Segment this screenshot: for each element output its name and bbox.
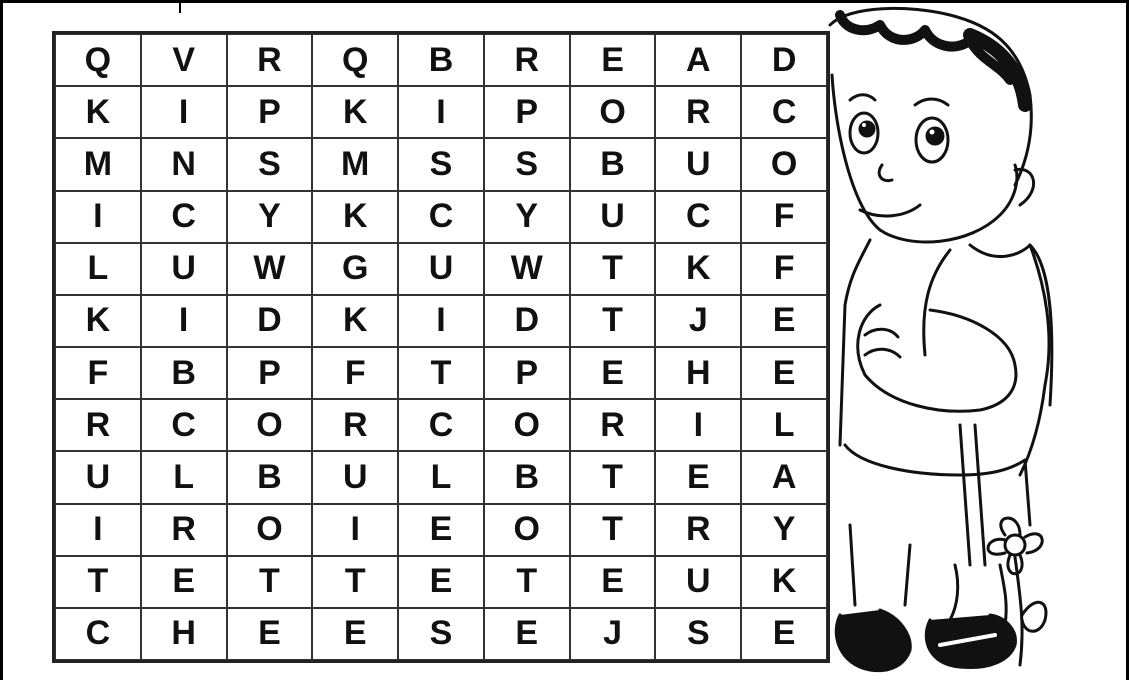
grid-cell[interactable]: A [655,34,741,86]
grid-cell[interactable]: L [741,399,827,451]
grid-cell[interactable]: V [141,34,227,86]
grid-cell[interactable]: T [398,347,484,399]
grid-cell[interactable]: K [55,295,141,347]
grid-cell[interactable]: T [55,556,141,608]
grid-cell[interactable]: O [227,504,313,556]
grid-cell[interactable]: D [227,295,313,347]
grid-cell[interactable]: P [227,347,313,399]
grid-cell[interactable]: O [484,399,570,451]
grid-cell[interactable]: I [55,504,141,556]
grid-cell[interactable]: R [655,86,741,138]
grid-cell[interactable]: R [655,504,741,556]
grid-cell[interactable]: M [312,138,398,190]
grid-cell[interactable]: O [484,504,570,556]
grid-cell[interactable]: T [227,556,313,608]
grid-cell[interactable]: I [312,504,398,556]
grid-cell[interactable]: U [655,138,741,190]
grid-cell[interactable]: K [55,86,141,138]
grid-cell[interactable]: R [55,399,141,451]
grid-cell[interactable]: C [398,399,484,451]
grid-cell[interactable]: E [398,556,484,608]
grid-cell[interactable]: D [484,295,570,347]
grid-cell[interactable]: D [741,34,827,86]
grid-cell[interactable]: U [312,451,398,503]
grid-cell[interactable]: E [741,295,827,347]
grid-cell[interactable]: Y [741,504,827,556]
grid-cell[interactable]: J [570,608,656,660]
grid-cell[interactable]: B [227,451,313,503]
grid-cell[interactable]: F [741,191,827,243]
grid-cell[interactable]: C [141,399,227,451]
grid-cell[interactable]: S [398,608,484,660]
grid-cell[interactable]: R [312,399,398,451]
grid-cell[interactable]: E [312,608,398,660]
word-search-grid [52,31,830,663]
grid-cell[interactable]: C [55,608,141,660]
grid-cell[interactable]: T [570,504,656,556]
grid-cell[interactable]: S [398,138,484,190]
grid-cell[interactable]: E [741,347,827,399]
grid-cell[interactable]: K [312,295,398,347]
grid-cell[interactable]: B [141,347,227,399]
grid-cell[interactable]: K [312,86,398,138]
grid-cell[interactable]: F [55,347,141,399]
grid-cell[interactable]: U [398,243,484,295]
grid-cell[interactable]: I [398,86,484,138]
grid-cell[interactable]: P [227,86,313,138]
grid-cell[interactable]: T [570,295,656,347]
grid-cell[interactable]: E [741,608,827,660]
grid-cell[interactable]: P [484,86,570,138]
grid-cell[interactable]: N [141,138,227,190]
grid-cell[interactable]: T [312,556,398,608]
grid-cell[interactable]: E [570,34,656,86]
grid-cell[interactable]: W [484,243,570,295]
grid-cell[interactable]: U [141,243,227,295]
grid-cell[interactable]: E [398,504,484,556]
grid-cell[interactable]: K [741,556,827,608]
grid-cell[interactable]: O [741,138,827,190]
grid-cell[interactable]: H [141,608,227,660]
grid-cell[interactable]: S [484,138,570,190]
grid-cell[interactable]: U [55,451,141,503]
grid-cell[interactable]: J [655,295,741,347]
grid-cell[interactable]: B [398,34,484,86]
grid-cell[interactable]: F [741,243,827,295]
grid-cell[interactable]: Q [55,34,141,86]
grid-cell[interactable]: C [655,191,741,243]
grid-cell[interactable]: E [655,451,741,503]
grid-cell[interactable]: T [570,243,656,295]
grid-cell[interactable]: R [227,34,313,86]
grid-cell[interactable]: Y [227,191,313,243]
grid-cell[interactable]: Y [484,191,570,243]
grid-cell[interactable]: T [484,556,570,608]
grid-cell[interactable]: R [570,399,656,451]
grid-cell[interactable]: A [741,451,827,503]
grid-cell[interactable]: E [484,608,570,660]
grid-cell[interactable]: L [55,243,141,295]
grid-cell[interactable]: B [570,138,656,190]
grid-cell[interactable]: L [141,451,227,503]
grid-cell[interactable]: T [570,451,656,503]
grid-cell[interactable]: Q [312,34,398,86]
grid-cell[interactable]: M [55,138,141,190]
grid-cell[interactable]: E [227,608,313,660]
grid-cell[interactable]: W [227,243,313,295]
grid-cell[interactable]: I [398,295,484,347]
grid-cell[interactable]: K [655,243,741,295]
grid-cell[interactable]: E [141,556,227,608]
grid-cell[interactable]: C [141,191,227,243]
grid-cell[interactable]: G [312,243,398,295]
grid-cell[interactable]: C [741,86,827,138]
grid-cell[interactable]: H [655,347,741,399]
grid-cell[interactable]: R [141,504,227,556]
grid-cell[interactable]: U [655,556,741,608]
grid-cell[interactable]: F [312,347,398,399]
boy-with-backpack-illustration [820,5,1070,677]
grid-cell[interactable]: U [570,191,656,243]
grid-cell[interactable]: S [655,608,741,660]
grid-cell[interactable]: R [484,34,570,86]
grid-cell[interactable]: K [312,191,398,243]
grid-cell[interactable]: I [141,86,227,138]
grid-cell[interactable]: P [484,347,570,399]
grid-cell[interactable]: O [227,399,313,451]
grid-cell[interactable]: S [227,138,313,190]
grid-cell[interactable]: B [484,451,570,503]
grid-cell[interactable]: I [655,399,741,451]
grid-cell[interactable]: I [55,191,141,243]
top-tick-mark [179,3,181,13]
grid-cell[interactable]: L [398,451,484,503]
grid-cell[interactable]: E [570,556,656,608]
grid-cell[interactable]: E [570,347,656,399]
grid-cell[interactable]: I [141,295,227,347]
grid-cell[interactable]: O [570,86,656,138]
grid-cell[interactable]: C [398,191,484,243]
